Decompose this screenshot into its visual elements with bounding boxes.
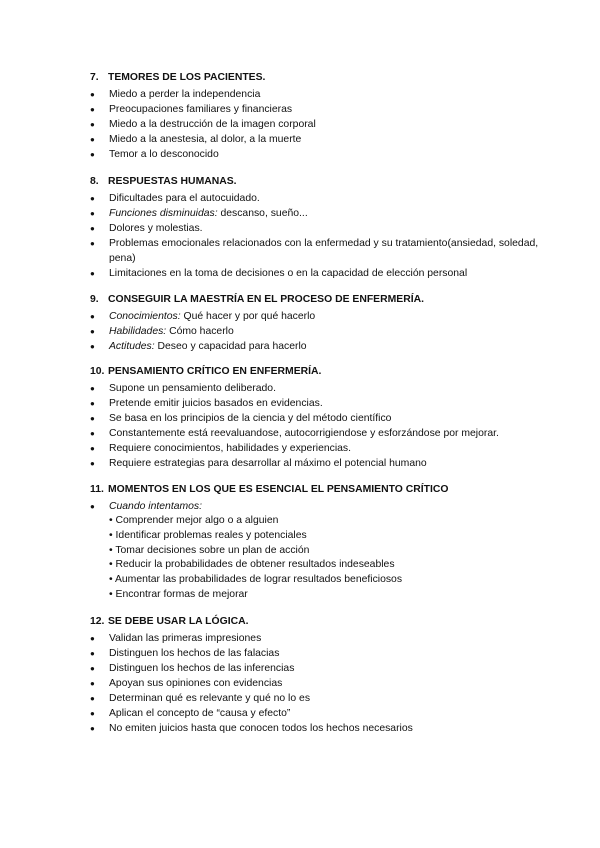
bullet-icon: ● xyxy=(90,414,95,423)
list-item xyxy=(90,661,560,676)
section-9 xyxy=(90,292,560,354)
item-text: Se basa en los principios de la ciencia y del método científico xyxy=(109,413,392,424)
sub-list-item: • Encontrar formas de mejorar xyxy=(109,588,248,600)
bullet-icon: ● xyxy=(90,105,95,114)
section-8 xyxy=(90,174,560,281)
list-item xyxy=(90,676,560,691)
sub-list-item: • Reducir la probabilidades de obtener resultados indeseables xyxy=(109,559,395,571)
section-number: 10. xyxy=(90,366,105,377)
item-text: No emiten juicios hasta que conocen todos los hechos necesarios xyxy=(109,723,413,734)
bullet-icon: ● xyxy=(90,327,95,336)
list-item xyxy=(90,132,560,147)
list-item xyxy=(90,441,560,456)
section-title: SE DEBE USAR LA LÓGICA. xyxy=(108,616,249,627)
bullet-icon: ● xyxy=(90,209,95,218)
list-item xyxy=(90,456,560,471)
list-item xyxy=(90,426,560,441)
bullet-icon: ● xyxy=(90,224,95,233)
item-text: Aplican el concepto de “causa y efecto” xyxy=(109,708,291,719)
bullet-icon: ● xyxy=(90,649,95,658)
list-item xyxy=(90,324,560,339)
item-text: Supone un pensamiento deliberado. xyxy=(109,383,276,394)
item-text: Requiere estrategias para desarrollar al máximo el potencial humano xyxy=(109,458,427,469)
bullet-icon: ● xyxy=(90,194,95,203)
list-item xyxy=(90,147,560,162)
item-text: Distinguen los hechos de las inferencias xyxy=(109,663,295,674)
bullet-icon: ● xyxy=(90,384,95,393)
item-text: Miedo a la destrucción de la imagen corporal xyxy=(109,119,316,130)
bullet-icon: ● xyxy=(90,150,95,159)
item-text: Deseo y capacidad para hacerlo xyxy=(154,341,307,352)
bullet-icon: ● xyxy=(90,429,95,438)
list-item xyxy=(90,117,560,132)
bullet-icon: ● xyxy=(90,135,95,144)
section-title: PENSAMIENTO CRÍTICO EN ENFERMERÍA. xyxy=(108,366,322,377)
bullet-icon: ● xyxy=(90,120,95,129)
list-item xyxy=(90,191,560,206)
section-heading xyxy=(90,292,560,307)
item-text: Requiere conocimientos, habilidades y experiencias. xyxy=(109,443,352,454)
section-title: RESPUESTAS HUMANAS. xyxy=(108,176,237,187)
section-number: 7. xyxy=(90,72,99,83)
section-12 xyxy=(90,614,560,736)
bullet-icon: ● xyxy=(90,399,95,408)
list-item xyxy=(90,381,560,396)
item-text: Pretende emitir juicios basados en evidencias. xyxy=(109,398,323,409)
bullet-icon: ● xyxy=(90,90,95,99)
item-text: descanso, sueño... xyxy=(217,208,308,219)
bullet-icon: ● xyxy=(90,679,95,688)
section-heading xyxy=(90,174,560,189)
bullet-icon: ● xyxy=(90,724,95,733)
sub-list-item: • Tomar decisiones sobre un plan de acción xyxy=(109,544,310,556)
list-item xyxy=(90,221,560,236)
item-italic-label: Funciones disminuidas: xyxy=(109,208,218,219)
item-text: Determinan qué es relevante y qué no lo es xyxy=(109,693,311,704)
bullet-icon: ● xyxy=(90,312,95,321)
list-item xyxy=(90,646,560,661)
bullet-icon: ● xyxy=(90,444,95,453)
list-item xyxy=(90,102,560,117)
bullet-list xyxy=(90,381,560,471)
item-text: Miedo a la anestesia, al dolor, a la muerte xyxy=(109,134,302,145)
bullet-list xyxy=(90,631,560,736)
item-italic-label: Habilidades: xyxy=(109,326,167,337)
item-text: Validan las primeras impresiones xyxy=(109,633,262,644)
list-item xyxy=(90,206,560,221)
sub-list-item: • Identificar problemas reales y potenciales xyxy=(109,529,307,541)
list-item xyxy=(90,396,560,411)
list-item xyxy=(90,309,560,324)
bullet-icon: ● xyxy=(90,709,95,718)
bullet-icon: ● xyxy=(90,342,95,351)
section-heading xyxy=(90,614,560,629)
section-number: 12. xyxy=(90,616,105,627)
bullet-icon: ● xyxy=(90,664,95,673)
list-item xyxy=(90,236,560,266)
item-text: Distinguen los hechos de las falacias xyxy=(109,648,280,659)
item-text: Dolores y molestias. xyxy=(109,223,203,234)
sub-list-item: • Aumentar las probabilidades de lograr resultados beneficiosos xyxy=(109,574,403,586)
bullet-icon: ● xyxy=(90,694,95,703)
bullet-list xyxy=(90,191,560,281)
item-text: Temor a lo desconocido xyxy=(109,149,219,160)
sub-list xyxy=(109,514,560,603)
section-11 xyxy=(90,482,560,603)
bullet-icon: ● xyxy=(90,502,95,511)
bullet-icon: ● xyxy=(90,269,95,278)
item-text: Limitaciones en la toma de decisiones o en la capacidad de elección personal xyxy=(109,268,468,279)
list-item xyxy=(90,411,560,426)
bullet-list xyxy=(90,499,560,603)
list-item xyxy=(90,691,560,706)
section-heading xyxy=(90,364,560,379)
item-text: Cómo hacerlo xyxy=(166,326,234,337)
item-text: Miedo a perder la independencia xyxy=(109,89,261,100)
section-heading xyxy=(90,70,560,85)
section-heading xyxy=(90,482,560,497)
list-item xyxy=(90,631,560,646)
bullet-icon: ● xyxy=(90,459,95,468)
list-item xyxy=(90,266,560,281)
list-item xyxy=(90,499,560,603)
item-text: Dificultades para el autocuidado. xyxy=(109,193,260,204)
item-text: Preocupaciones familiares y financieras xyxy=(109,104,293,115)
list-item xyxy=(90,706,560,721)
section-10 xyxy=(90,364,560,471)
section-title: CONSEGUIR LA MAESTRÍA EN EL PROCESO DE ENFERMERÍA. xyxy=(108,294,424,305)
item-text: Problemas emocionales relacionados con la enfermedad y su tratamiento(ansiedad, soledad, pena) xyxy=(109,238,539,264)
item-italic-label: Conocimientos: xyxy=(109,311,181,322)
list-item xyxy=(90,339,560,354)
list-item xyxy=(90,87,560,102)
item-italic-label: Cuando intentamos: xyxy=(109,501,202,512)
section-number: 8. xyxy=(90,176,99,187)
item-italic-label: Actitudes: xyxy=(109,341,155,352)
section-title: MOMENTOS EN LOS QUE ES ESENCIAL EL PENSAMIENTO CRÍTICO xyxy=(108,484,449,495)
section-number: 11. xyxy=(90,484,104,495)
bullet-list xyxy=(90,309,560,354)
bullet-list xyxy=(90,87,560,162)
bullet-icon: ● xyxy=(90,634,95,643)
section-number: 9. xyxy=(90,294,99,305)
section-7 xyxy=(90,70,560,162)
item-text: Constantemente está reevaluandose, autocorrigiendose y esforzándose por mejorar. xyxy=(109,428,499,439)
item-text: Qué hacer y por qué hacerlo xyxy=(180,311,316,322)
sub-list-item: • Comprender mejor algo o a alguien xyxy=(109,515,279,526)
list-item xyxy=(90,721,560,736)
item-text: Apoyan sus opiniones con evidencias xyxy=(109,678,283,689)
section-title: TEMORES DE LOS PACIENTES. xyxy=(108,72,266,83)
bullet-icon: ● xyxy=(90,239,95,248)
